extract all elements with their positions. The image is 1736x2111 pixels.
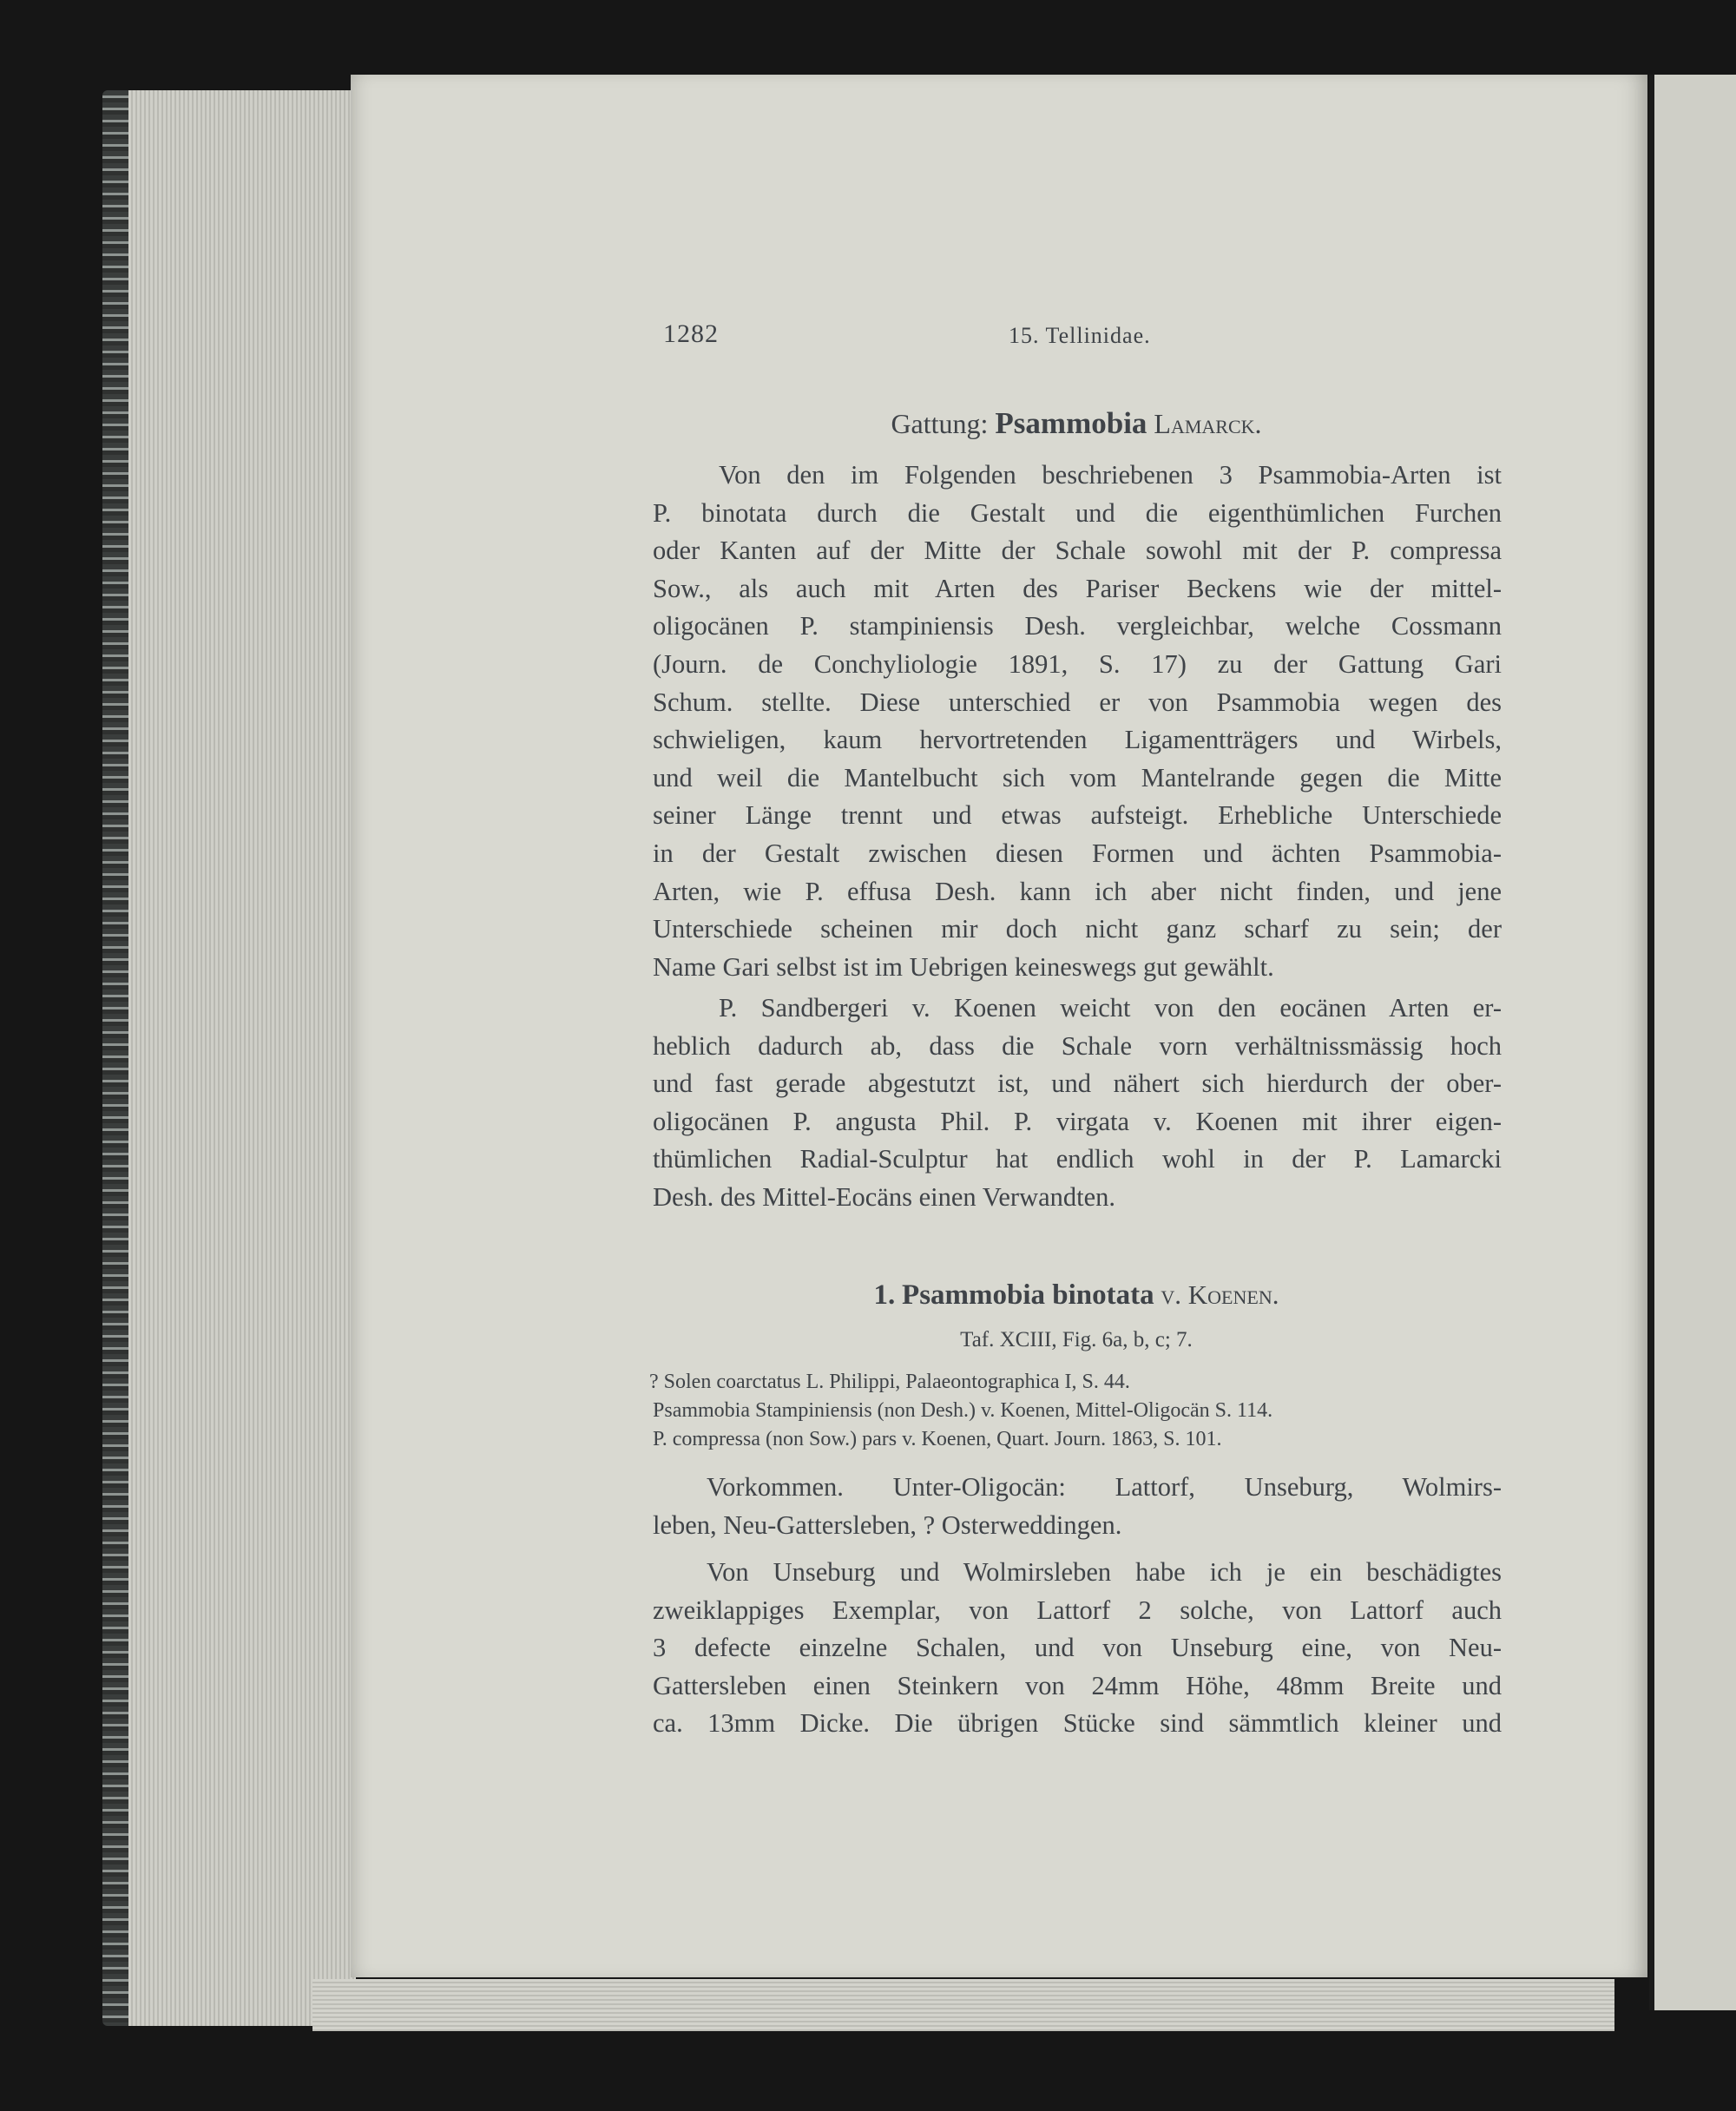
paragraph-line: Name Gari selbst ist im Uebrigen keineswegs gut gewählt. — [653, 951, 1274, 982]
page-stack-left — [128, 90, 356, 2026]
paragraph-line: Arten, wie P. effusa Desh. kann ich aber nicht finden, und jene — [653, 876, 1502, 906]
paragraph-line: schwieligen, kaum hervortretenden Ligamentträgers und Wirbels, — [653, 725, 1502, 755]
occurrence-paragraph — [653, 1469, 1502, 1544]
genus-name: Psammobia — [995, 406, 1147, 440]
paragraph-line: und fast gerade abgestutzt ist, und nähert sich hierdurch der ober- — [653, 1069, 1502, 1099]
paragraph-line: leben, Neu-Gattersleben, ? Osterweddingen. — [653, 1509, 1122, 1540]
book-spine-edge — [102, 90, 128, 2026]
synonymy-entry: ? Solen coarctatus L. Philippi, Palaeontographica I, S. 44. — [649, 1371, 1130, 1393]
paragraph-line: 3 defecte einzelne Schalen, und von Unseburg eine, von Neu- — [653, 1633, 1502, 1663]
paragraph-line: (Journ. de Conchyliologie 1891, S. 17) zu der Gattung Gari — [653, 648, 1502, 679]
synonymy-list — [649, 1368, 1483, 1454]
plate-reference: Taf. XCIII, Fig. 6a, b, c; 7. — [960, 1328, 1193, 1351]
paragraph-line: und weil die Mantelbucht sich vom Mantelrande gegen die Mitte — [653, 762, 1502, 792]
page-stack-bottom — [312, 1979, 1614, 2031]
page-number: 1282 — [663, 319, 719, 348]
genus-heading — [660, 406, 1493, 441]
paragraph-line: Von Unseburg und Wolmirsleben habe ich je ein beschädigtes — [707, 1557, 1502, 1587]
synonymy-entry: P. compressa (non Sow.) pars v. Koenen, Quart. Journ. 1863, S. 101. — [653, 1428, 1222, 1450]
paragraph-line: Desh. des Mittel-Eocäns einen Verwandten. — [653, 1181, 1116, 1212]
paragraph-line: ca. 13mm Dicke. Die übrigen Stücke sind sämmtlich kleiner und — [653, 1708, 1502, 1739]
paragraph-line: Schum. stellte. Diese unterschied er von Psammobia wegen des — [653, 687, 1502, 717]
species-heading — [660, 1279, 1493, 1312]
paragraph-line: Unterschiede scheinen mir doch nicht ganz scharf zu sein; der — [653, 914, 1502, 944]
paragraph-line: P. Sandbergeri v. Koenen weicht von den eocänen Arten er- — [719, 993, 1502, 1023]
species-name: Psammobia binotata — [902, 1279, 1154, 1311]
material-paragraph — [653, 1554, 1502, 1743]
paragraph-line: Sow., als auch mit Arten des Pariser Beckens wie der mittel- — [653, 573, 1502, 603]
section-title: 15. Tellinidae. — [1009, 323, 1151, 348]
paragraph-line: in der Gestalt zwischen diesen Formen und ächten Psammobia- — [653, 838, 1502, 868]
paragraph-line: Von den im Folgenden beschriebenen 3 Psammobia-Arten ist — [719, 460, 1502, 490]
paragraph-line: heblich dadurch ab, dass die Schale vorn verhältnissmässig hoch — [653, 1030, 1502, 1061]
paragraph-line: thümlichen Radial-Sculptur hat endlich wohl in der P. Lamarcki — [653, 1144, 1502, 1174]
genus-author: Lamarck. — [1154, 408, 1262, 439]
genus-label: Gattung: — [891, 408, 989, 439]
paragraph-line: P. binotata durch die Gestalt und die eigenthümlichen Furchen — [653, 497, 1502, 528]
species-author: v. Koenen. — [1161, 1279, 1279, 1310]
species-number: 1. — [873, 1279, 896, 1311]
intro-paragraph — [653, 457, 1502, 986]
facing-page — [1649, 75, 1736, 2010]
paragraph-line: Vorkommen. Unter-Oligocän: Lattorf, Unseburg, Wolmirs- — [707, 1472, 1502, 1502]
paragraph-line: zweiklappiges Exemplar, von Lattorf 2 solche, von Lattorf auch — [653, 1595, 1502, 1625]
paragraph-line: oder Kanten auf der Mitte der Schale sowohl mit der P. compressa — [653, 536, 1502, 566]
paragraph-line: oligocänen P. stampiniensis Desh. vergleichbar, welche Cossmann — [653, 611, 1502, 641]
paragraph-line: Gattersleben einen Steinkern von 24mm Höhe, 48mm Breite und — [653, 1670, 1502, 1700]
paragraph-line: seiner Länge trennt und etwas aufsteigt. Erhebliche Unterschiede — [653, 800, 1502, 831]
running-head — [663, 319, 1498, 354]
synonymy-entry: Psammobia Stampiniensis (non Desh.) v. Koenen, Mittel-Oligocän S. 114. — [653, 1399, 1273, 1422]
second-paragraph — [653, 990, 1502, 1217]
paragraph-line: oligocänen P. angusta Phil. P. virgata v. Koenen mit ihrer eigen- — [653, 1106, 1502, 1136]
